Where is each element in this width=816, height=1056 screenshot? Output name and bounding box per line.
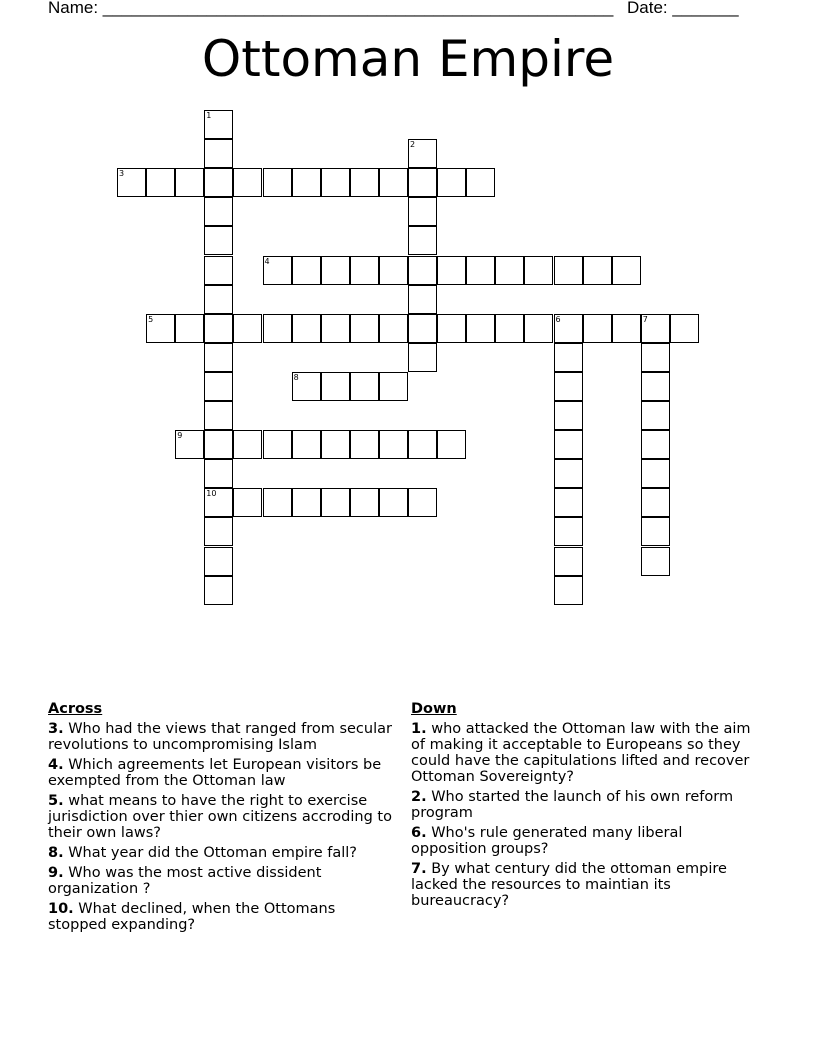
crossword-cell[interactable]	[408, 314, 437, 343]
crossword-cell[interactable]	[263, 314, 292, 343]
crossword-cell[interactable]	[350, 372, 379, 401]
crossword-cell[interactable]	[292, 168, 321, 197]
crossword-cell[interactable]	[554, 459, 583, 488]
cell-number: 1	[206, 111, 212, 120]
crossword-cell[interactable]	[175, 314, 204, 343]
crossword-cell[interactable]	[379, 372, 408, 401]
crossword-cell[interactable]	[292, 372, 321, 401]
crossword-cell[interactable]	[204, 488, 233, 517]
crossword-cell[interactable]	[233, 168, 262, 197]
clue-number: 8.	[48, 845, 64, 861]
crossword-cell[interactable]	[292, 314, 321, 343]
across-clue	[48, 865, 393, 897]
page-title: Ottoman Empire	[201, 30, 615, 88]
cell-number: 9	[177, 431, 183, 441]
crossword-cell[interactable]	[204, 256, 233, 285]
clue-number: 7.	[411, 861, 427, 877]
crossword-cell[interactable]	[408, 430, 437, 459]
crossword-cell[interactable]	[146, 314, 175, 343]
crossword-cell[interactable]	[204, 285, 233, 314]
cell-number: 5	[148, 314, 154, 324]
crossword-cell[interactable]	[641, 517, 670, 546]
crossword-cell[interactable]	[641, 430, 670, 459]
down-clue	[411, 721, 756, 785]
crossword-cell[interactable]	[321, 372, 350, 401]
crossword-cell[interactable]	[554, 372, 583, 401]
crossword-cell[interactable]	[233, 488, 262, 517]
crossword-cell[interactable]	[437, 256, 466, 285]
down-clues	[411, 701, 756, 913]
crossword-cell[interactable]	[321, 314, 350, 343]
crossword-cell[interactable]	[350, 430, 379, 459]
clue-number: 5.	[48, 793, 64, 809]
crossword-cell[interactable]	[408, 285, 437, 314]
cell-number: 8	[293, 372, 299, 382]
crossword-cell[interactable]	[204, 547, 233, 576]
clue-text: Which agreements let European visitors be exempted from the Ottoman law	[48, 757, 382, 789]
down-heading: Down	[411, 701, 457, 717]
crossword-cell[interactable]	[554, 488, 583, 517]
crossword-cell[interactable]	[204, 372, 233, 401]
down-clue	[411, 825, 756, 857]
crossword-cell[interactable]	[204, 314, 233, 343]
crossword-cell[interactable]	[379, 430, 408, 459]
crossword-cell[interactable]	[204, 401, 233, 430]
crossword-cell[interactable]	[554, 517, 583, 546]
across-clues	[48, 701, 393, 937]
crossword-cell[interactable]	[117, 168, 146, 197]
crossword-cell[interactable]	[437, 168, 466, 197]
crossword-cell[interactable]	[583, 314, 612, 343]
crossword-cell[interactable]	[670, 314, 699, 343]
cell-number: 2	[410, 140, 416, 150]
crossword-cell[interactable]	[641, 547, 670, 576]
across-clue	[48, 757, 393, 789]
crossword-cell[interactable]	[233, 430, 262, 459]
crossword-cell[interactable]	[321, 168, 350, 197]
crossword-cell[interactable]	[408, 488, 437, 517]
crossword-cell[interactable]	[350, 256, 379, 285]
crossword-cell[interactable]	[408, 343, 437, 372]
crossword-cell[interactable]	[175, 168, 204, 197]
cell-number: 3	[119, 169, 125, 179]
crossword-cell[interactable]	[379, 168, 408, 197]
clue-text: who attacked the Ottoman law with the aim of making it acceptable to Europeans so they could have the capitulations lifted and recover Ottoman Sovereignty?	[411, 721, 751, 785]
clue-text: What declined, when the Ottomans stopped expanding?	[48, 901, 336, 933]
clue-text: what means to have the right to exercise jurisdiction over thier own citizens accroding to their own laws?	[48, 793, 392, 841]
across-clue	[48, 845, 393, 861]
crossword-cell[interactable]	[641, 314, 670, 343]
crossword-cell[interactable]	[408, 197, 437, 226]
crossword-cell[interactable]	[495, 256, 524, 285]
crossword-cell[interactable]	[204, 168, 233, 197]
crossword-cell[interactable]	[554, 343, 583, 372]
crossword-cell[interactable]	[204, 430, 233, 459]
crossword-cell[interactable]	[641, 401, 670, 430]
clue-text: Who had the views that ranged from secular revolutions to uncompromising Islam	[48, 721, 392, 753]
clue-text: Who started the launch of his own reform program	[411, 789, 734, 821]
crossword-cell[interactable]	[233, 314, 262, 343]
crossword-cell[interactable]	[554, 401, 583, 430]
cell-number: 6	[555, 314, 561, 324]
crossword-cell[interactable]	[379, 314, 408, 343]
crossword-cell[interactable]	[379, 256, 408, 285]
crossword-cell[interactable]	[321, 430, 350, 459]
crossword-cell[interactable]	[292, 488, 321, 517]
across-clue	[48, 901, 393, 933]
crossword-cell[interactable]	[321, 256, 350, 285]
name-field-label: Name: ______________________________________________________	[48, 0, 614, 17]
crossword-cell[interactable]	[641, 488, 670, 517]
crossword-cell[interactable]	[612, 256, 641, 285]
across-heading: Across	[48, 701, 103, 717]
clue-text: Who's rule generated many liberal opposition groups?	[411, 825, 683, 857]
crossword-cell[interactable]	[146, 168, 175, 197]
crossword-cell[interactable]	[408, 256, 437, 285]
crossword-cell[interactable]	[292, 256, 321, 285]
crossword-cell[interactable]	[437, 430, 466, 459]
crossword-cell[interactable]	[263, 430, 292, 459]
crossword-cell[interactable]	[437, 314, 466, 343]
crossword-cell[interactable]	[204, 576, 233, 605]
crossword-cell[interactable]	[204, 459, 233, 488]
crossword-cell[interactable]	[583, 256, 612, 285]
crossword-cell[interactable]	[524, 314, 553, 343]
crossword-cell[interactable]	[204, 197, 233, 226]
crossword-cell[interactable]	[641, 459, 670, 488]
crossword-cell[interactable]	[408, 139, 437, 168]
clue-number: 4.	[48, 757, 64, 773]
crossword-cell[interactable]	[204, 226, 233, 255]
crossword-cell[interactable]	[350, 314, 379, 343]
crossword-cell[interactable]	[612, 314, 641, 343]
crossword-cell[interactable]	[554, 256, 583, 285]
clue-number: 9.	[48, 865, 64, 881]
crossword-cell[interactable]	[204, 139, 233, 168]
down-clue	[411, 789, 756, 821]
crossword-cell[interactable]	[554, 576, 583, 605]
clue-number: 1.	[411, 721, 427, 737]
crossword-cell[interactable]	[263, 168, 292, 197]
crossword-cell[interactable]	[379, 488, 408, 517]
crossword-cell[interactable]	[641, 343, 670, 372]
crossword-cell[interactable]	[554, 314, 583, 343]
down-clue	[411, 861, 756, 909]
crossword-cell[interactable]	[466, 256, 495, 285]
crossword-cell[interactable]	[350, 168, 379, 197]
crossword-cell[interactable]	[408, 168, 437, 197]
crossword-cell[interactable]	[175, 430, 204, 459]
cell-number: 10	[206, 489, 217, 499]
crossword-cell[interactable]	[524, 256, 553, 285]
clue-number: 6.	[411, 825, 427, 841]
crossword-cell[interactable]	[466, 168, 495, 197]
crossword-cell[interactable]	[350, 488, 379, 517]
clue-number: 3.	[48, 721, 64, 737]
across-clue	[48, 721, 393, 753]
crossword-cell[interactable]	[495, 314, 524, 343]
crossword-cell[interactable]	[263, 256, 292, 285]
crossword-cell[interactable]	[292, 430, 321, 459]
crossword-cell[interactable]	[204, 110, 233, 139]
crossword-cell[interactable]	[554, 547, 583, 576]
crossword-cell[interactable]	[466, 314, 495, 343]
crossword-cell[interactable]	[641, 372, 670, 401]
crossword-cell[interactable]	[321, 488, 350, 517]
cell-number: 7	[642, 314, 648, 324]
clue-number: 10.	[48, 901, 74, 917]
cell-number: 4	[264, 256, 270, 266]
clue-text: Who was the most active dissident organization ?	[48, 865, 322, 897]
crossword-cell[interactable]	[263, 488, 292, 517]
crossword-cell[interactable]	[554, 430, 583, 459]
clue-number: 2.	[411, 789, 427, 805]
clue-text: By what century did the ottoman empire lacked the resources to maintian its bureaucracy?	[411, 861, 727, 909]
crossword-cell[interactable]	[204, 343, 233, 372]
date-field-label: Date: _______	[627, 0, 739, 17]
crossword-cell[interactable]	[408, 226, 437, 255]
clue-text: What year did the Ottoman empire fall?	[63, 845, 357, 861]
crossword-cell[interactable]	[204, 517, 233, 546]
across-clue	[48, 793, 393, 841]
